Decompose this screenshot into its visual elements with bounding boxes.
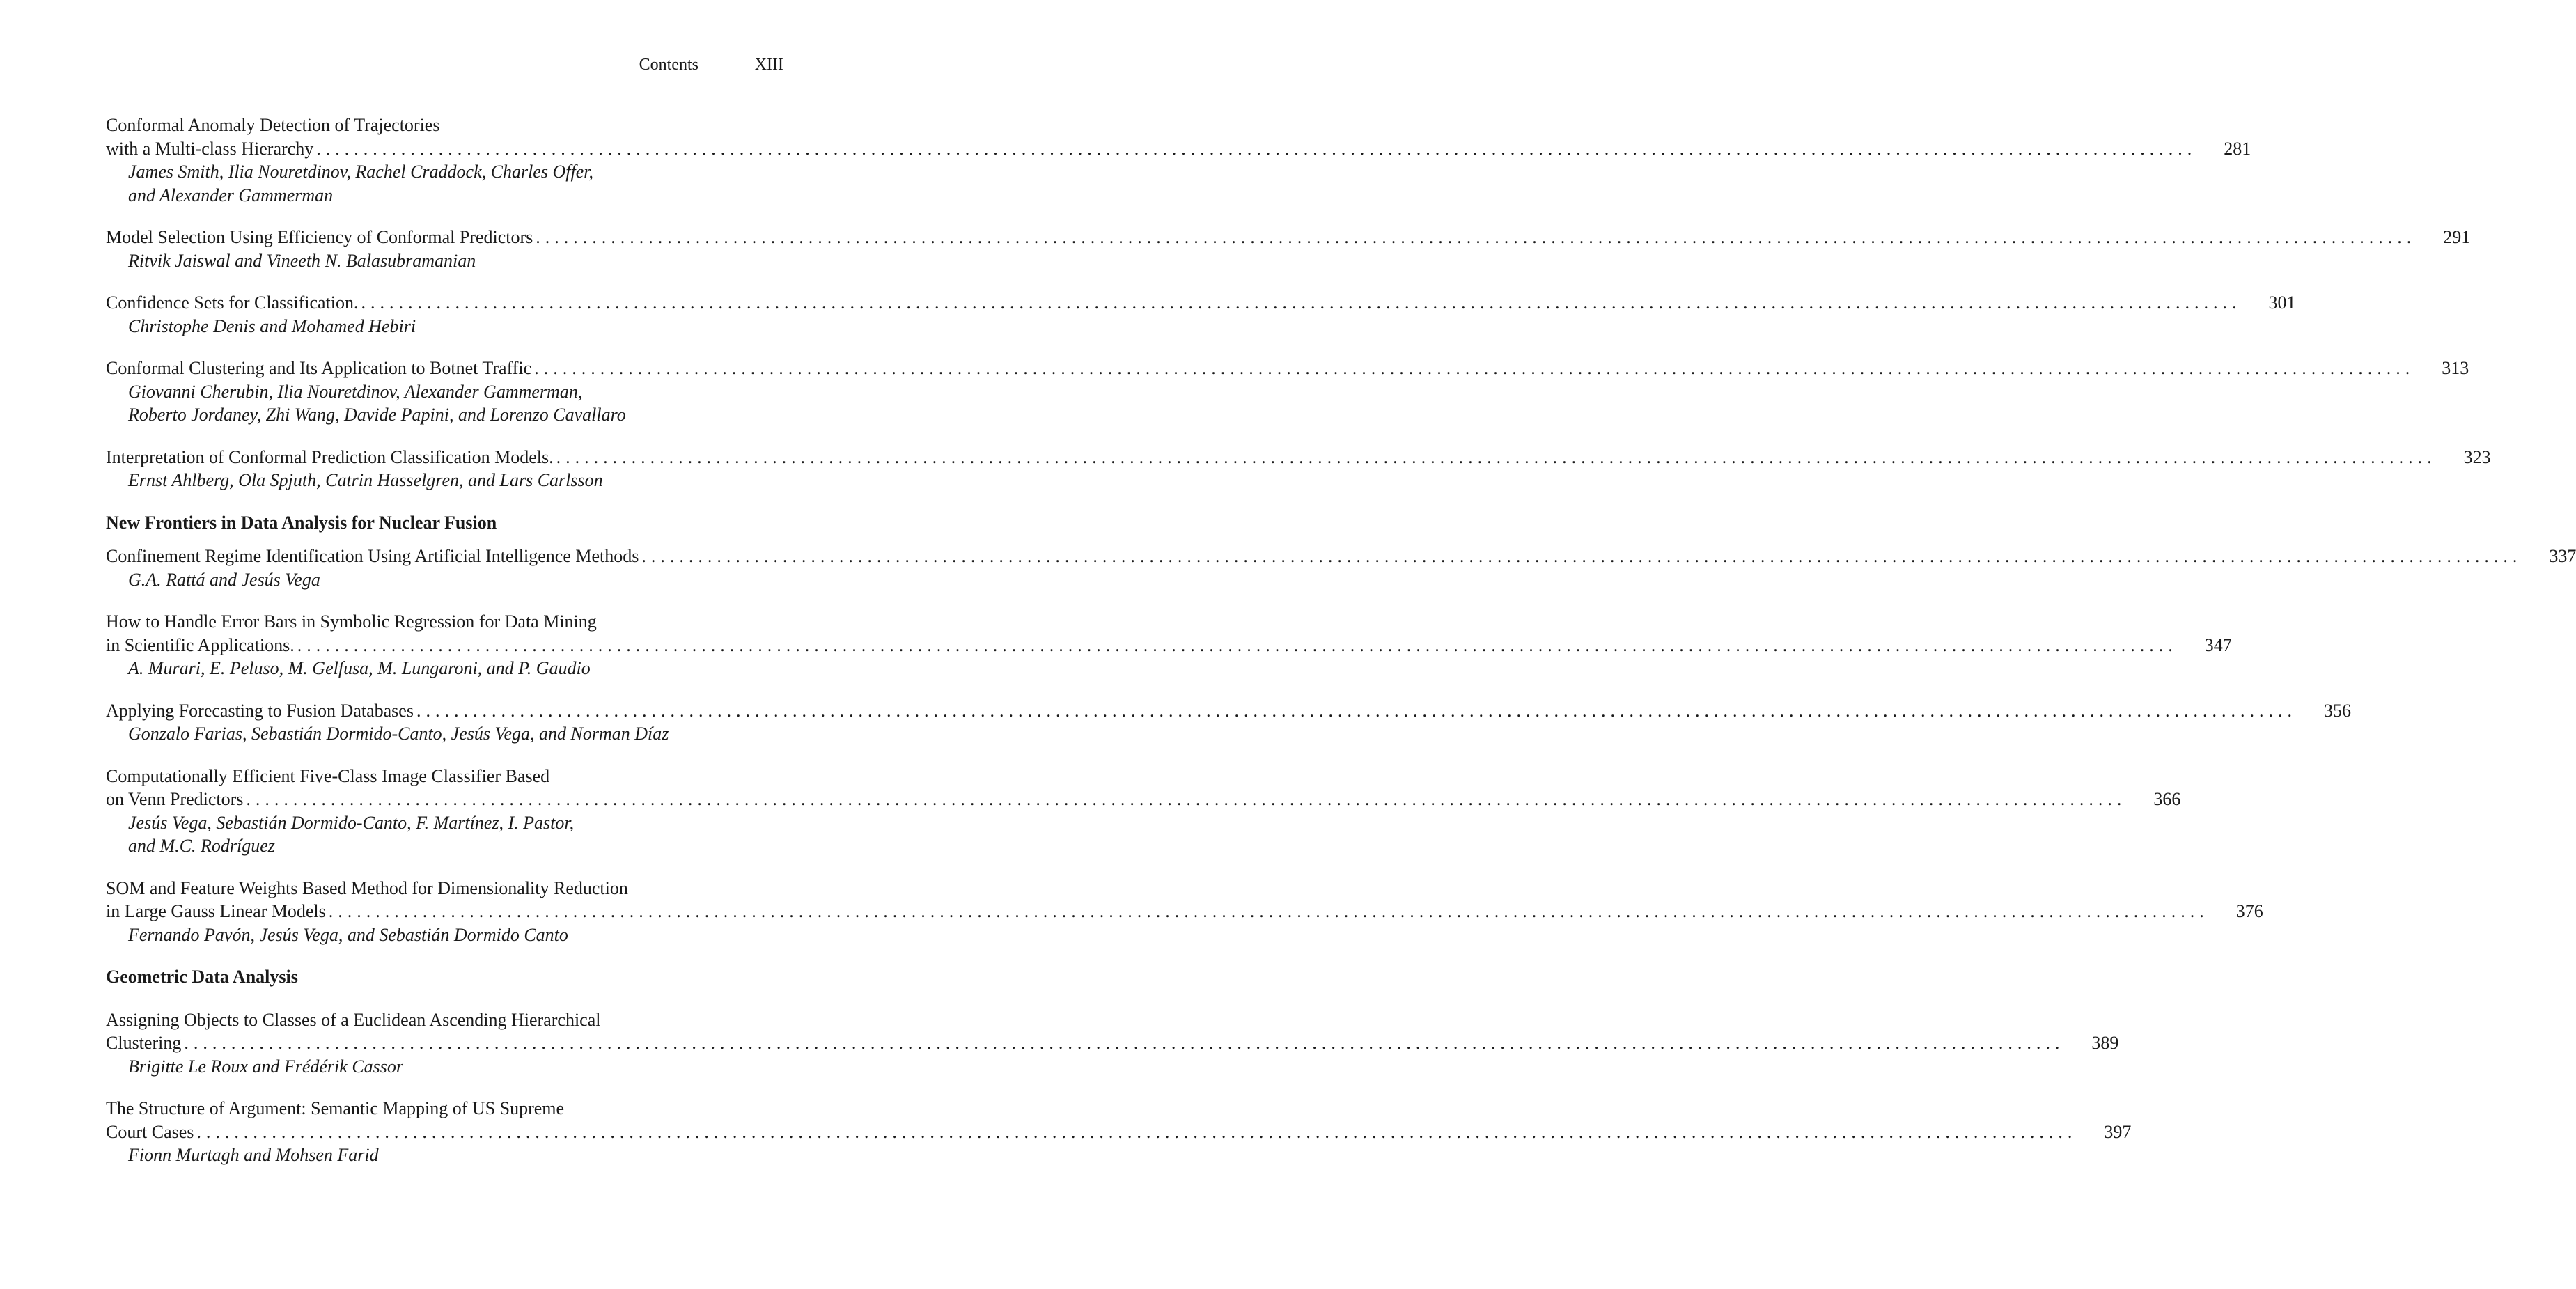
- dot-leader: ........................................................................................................................................................................................................: [641, 546, 2522, 566]
- running-title: Contents: [639, 56, 698, 74]
- entry-title-line: Confidence Sets for Classification. ........................................................................................................................................................................................................ 301: [106, 291, 784, 315]
- entry-title-line: on Venn Predictors ........................................................................................................................................................................................................ 366: [106, 788, 784, 811]
- entry-page-number: 323: [2463, 446, 2491, 467]
- entry-title-line: Conformal Anomaly Detection of Trajectories: [106, 115, 440, 135]
- dot-leader: ........................................................................................................................................................................................................: [196, 1121, 2077, 1142]
- entry-title-line: Confinement Regime Identification Using Artificial Intelligence Methods ........................................................................................................................................................................................................ 337: [106, 545, 784, 568]
- entry-title-line: Assigning Objects to Classes of a Euclidean Ascending Hierarchical: [106, 1009, 601, 1030]
- entry-authors: A. Murari, E. Peluso, M. Gelfusa, M. Lungaroni, and P. Gaudio: [128, 658, 591, 678]
- entry-title-line: Applying Forecasting to Fusion Databases ........................................................................................................................................................................................................ 356: [106, 699, 784, 723]
- entry-authors: Fernando Pavón, Jesús Vega, and Sebastián Dormido Canto: [128, 924, 568, 945]
- toc-entry[interactable]: [106, 114, 2251, 207]
- entry-title-line: How to Handle Error Bars in Symbolic Regression for Data Mining: [106, 611, 597, 632]
- entry-title-line: SOM and Feature Weights Based Method for Dimensionality Reduction: [106, 877, 628, 898]
- entry-title-line: The Structure of Argument: Semantic Mapping of US Supreme: [106, 1098, 565, 1118]
- entry-page-number: 337: [2549, 546, 2576, 566]
- entry-title-line: with a Multi-class Hierarchy ........................................................................................................................................................................................................ 281: [106, 137, 784, 161]
- dot-leader: ........................................................................................................................................................................................................: [536, 227, 2417, 247]
- running-header: [0, 56, 850, 78]
- entry-page-number: 347: [2204, 634, 2232, 655]
- entry-title-line: Model Selection Using Efficiency of Conformal Predictors ........................................................................................................................................................................................................ 291: [106, 226, 784, 249]
- toc-entry[interactable]: [106, 357, 2469, 427]
- toc-entry[interactable]: [106, 765, 2181, 858]
- toc-entry[interactable]: [106, 877, 2263, 947]
- entry-page-number: 397: [2104, 1121, 2132, 1142]
- entry-page-number: 389: [2091, 1033, 2119, 1053]
- entry-authors: Jesús Vega, Sebastián Dormido-Canto, F. Martínez, I. Pastor, and M.C. Rodríguez: [128, 812, 575, 856]
- dot-leader: ........................................................................................................................................................................................................: [316, 138, 2197, 159]
- entry-authors: Christophe Denis and Mohamed Hebiri: [128, 315, 416, 336]
- entry-title-line: Conformal Clustering and Its Application to Botnet Traffic ........................................................................................................................................................................................................ 313: [106, 357, 784, 380]
- entry-page-number: 366: [2153, 789, 2181, 809]
- entry-title-line: Clustering ........................................................................................................................................................................................................ 389: [106, 1031, 784, 1055]
- dot-leader: ........................................................................................................................................................................................................: [556, 446, 2437, 467]
- entry-page-number: 356: [2323, 700, 2351, 721]
- entry-page-number: 376: [2235, 901, 2263, 921]
- toc-entry[interactable]: [106, 446, 2491, 492]
- toc-entry[interactable]: [106, 226, 2471, 272]
- section-heading[interactable]: New Frontiers in Data Analysis for Nuclear Fusion: [106, 512, 497, 533]
- entry-authors: Gonzalo Farias, Sebastián Dormido-Canto, Jesús Vega, and Norman Díaz: [128, 724, 669, 744]
- entry-authors: James Smith, Ilia Nouretdinov, Rachel Craddock, Charles Offer, and Alexander Gammerman: [128, 162, 593, 205]
- toc-entry[interactable]: [106, 1008, 2119, 1079]
- entry-page-number: 291: [2443, 227, 2471, 247]
- table-of-contents: [106, 114, 2576, 1186]
- entry-authors: Giovanni Cherubin, Ilia Nouretdinov, Alexander Gammerman, Roberto Jordaney, Zhi Wang, Davide Papini, and Lorenzo Cavallaro: [128, 381, 626, 425]
- entry-authors: Brigitte Le Roux and Frédérik Cassor: [128, 1056, 404, 1077]
- page-number: XIII: [754, 56, 783, 74]
- dot-leader: ........................................................................................................................................................................................................: [361, 292, 2242, 313]
- dot-leader: ........................................................................................................................................................................................................: [297, 634, 2178, 655]
- dot-leader: ........................................................................................................................................................................................................: [328, 901, 2209, 921]
- section-heading[interactable]: Geometric Data Analysis: [106, 967, 298, 987]
- entry-title-line: Computationally Efficient Five-Class Image Classifier Based: [106, 765, 550, 786]
- toc-entry[interactable]: [106, 1097, 2132, 1167]
- entry-title-line: Court Cases ........................................................................................................................................................................................................ 397: [106, 1120, 784, 1144]
- entry-title-line: Interpretation of Conformal Prediction Classification Models. ........................................................................................................................................................................................................ 323: [106, 446, 784, 469]
- entry-page-number: 281: [2224, 138, 2251, 159]
- dot-leader: ........................................................................................................................................................................................................: [534, 358, 2415, 378]
- entry-authors: Ernst Ahlberg, Ola Spjuth, Catrin Hasselgren, and Lars Carlsson: [128, 470, 603, 490]
- toc-entry[interactable]: [106, 291, 2296, 338]
- dot-leader: ........................................................................................................................................................................................................: [246, 789, 2127, 809]
- entry-authors: G.A. Rattá and Jesús Vega: [128, 569, 320, 590]
- entry-page-number: 313: [2442, 358, 2469, 378]
- dot-leader: ........................................................................................................................................................................................................: [184, 1033, 2065, 1053]
- dot-leader: ........................................................................................................................................................................................................: [416, 700, 2297, 721]
- toc-entry[interactable]: [106, 545, 2576, 591]
- entry-page-number: 301: [2268, 292, 2296, 313]
- entry-title-line: in Scientific Applications. ........................................................................................................................................................................................................ 347: [106, 634, 784, 657]
- toc-entry[interactable]: [106, 699, 2351, 746]
- entry-authors: Ritvik Jaiswal and Vineeth N. Balasubramanian: [128, 250, 476, 271]
- entry-title-line: in Large Gauss Linear Models ........................................................................................................................................................................................................ 376: [106, 900, 784, 923]
- toc-entry[interactable]: [106, 610, 2232, 680]
- entry-authors: Fionn Murtagh and Mohsen Farid: [128, 1145, 379, 1165]
